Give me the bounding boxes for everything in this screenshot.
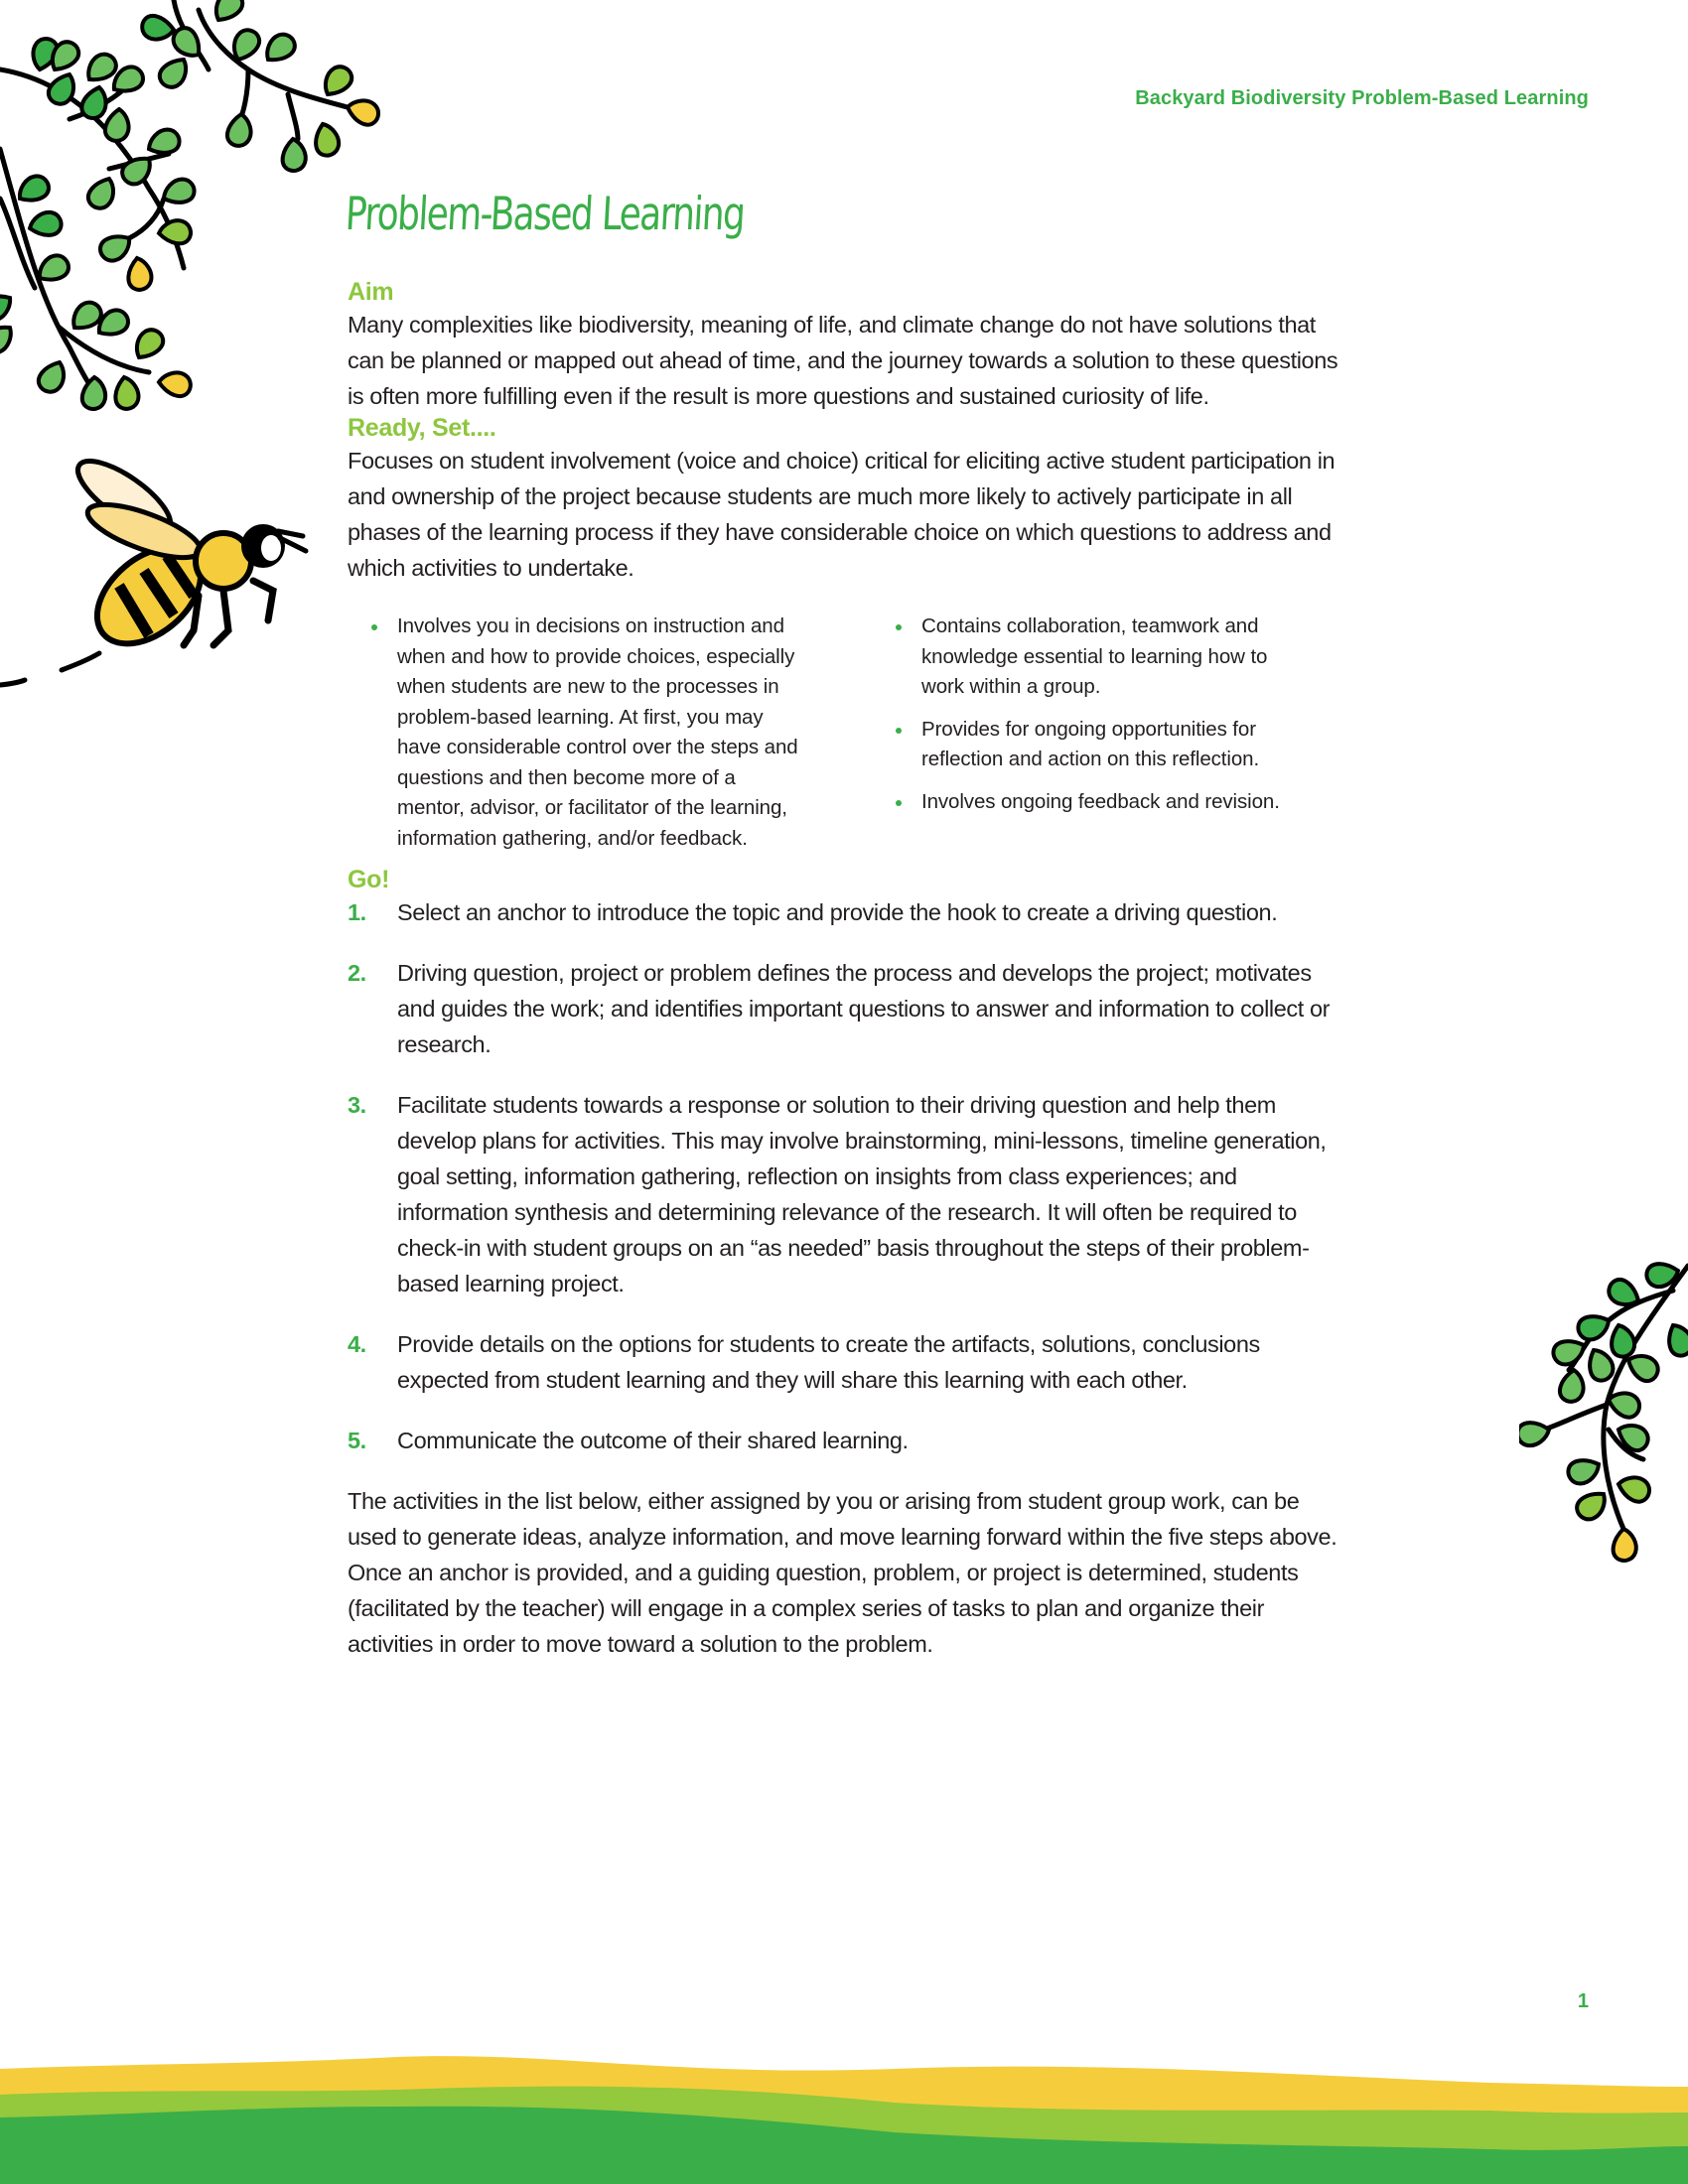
step-number: 1.	[348, 899, 366, 925]
list-item	[896, 715, 1313, 775]
bullet-list-right	[896, 612, 1313, 866]
bullet-columns	[348, 612, 1340, 866]
step-item	[348, 1326, 1340, 1398]
activities-paragraph: The activities in the list below, either assigned by you or arising from student group work, can be used to generate ideas, analyze information, and move learning forward within the five steps above.	[348, 1488, 1337, 1550]
step-item	[348, 894, 1340, 930]
steps-list	[348, 894, 1340, 1458]
step-number: 3.	[348, 1092, 366, 1118]
section-heading-ready-set: Ready, Set....	[348, 414, 496, 442]
list-item	[896, 787, 1313, 818]
step-text: Driving question, project or problem defines the process and develops the project; motivates and guides the work; and identifies important questions to answer and information to collect or research.	[397, 960, 1331, 1057]
list-item	[371, 612, 798, 854]
main-content	[348, 278, 1340, 1662]
step-number: 2.	[348, 960, 366, 986]
ready-set-body: Focuses on student involvement (voice and choice) critical for eliciting active student participation in and ownership of the project because students are much more likely to actively participate in all phases of the learning process if they have considerable choice on which questions to address and which activities to undertake.	[348, 448, 1336, 581]
step-text: Facilitate students towards a response or solution to their driving question and help them develop plans for activities. This may involve brainstorming, mini-lessons, timeline generation, goal setting, information gathering, reflection on insights from class experiences; and information synthesis and determining relevance of the research. It will often be required to check-in with student groups on an “as needed” basis throughout the steps of their problem-based learning project.	[397, 1092, 1327, 1297]
bullet-list-left	[371, 612, 798, 866]
footer-grass-waves	[0, 2005, 1688, 2184]
running-header: Backyard Biodiversity Problem-Based Learning	[1135, 87, 1589, 109]
bullet-icon	[896, 728, 902, 734]
bullet-text: Provides for ongoing opportunities for reflection and action on this reflection.	[921, 717, 1260, 770]
step-text: Select an anchor to introduce the topic and provide the hook to create a driving question.	[397, 899, 1278, 925]
list-item	[896, 612, 1313, 703]
step-item	[348, 1087, 1340, 1301]
bullet-text: Involves you in decisions on instruction and when and how to provide choices, especially when students are new to the processes in problem-based learning. At first, you may have considerable control over the steps and questions and then become more of a mentor, advisor, or facilitator of the learning, information gathering, and/or feedback.	[397, 614, 798, 850]
step-text: Communicate the outcome of their shared learning.	[397, 1428, 909, 1453]
bullet-text: Involves ongoing feedback and revision.	[921, 789, 1280, 813]
bullet-icon	[371, 624, 377, 630]
step-number: 5.	[348, 1428, 366, 1453]
anchor-paragraph: Once an anchor is provided, and a guiding question, problem, or project is determined, students (facilitated by the teacher) will engage in a complex series of tasks to plan and organize their activities in order to move toward a solution to the problem.	[348, 1560, 1299, 1657]
vine-leaves-icon	[0, 0, 397, 437]
step-text: Provide details on the options for students to create the artifacts, solutions, conclusions expected from student learning and they will share this learning with each other.	[397, 1331, 1260, 1393]
page-title: Problem-Based Learning	[344, 187, 746, 240]
step-number: 4.	[348, 1331, 366, 1357]
section-heading-aim: Aim	[348, 278, 394, 306]
bullet-text: Contains collaboration, teamwork and knowledge essential to learning how to work within a group.	[921, 614, 1268, 698]
step-item	[348, 955, 1340, 1062]
vine-leaves-icon	[1519, 1231, 1688, 1569]
bee-icon	[0, 457, 318, 695]
aim-body: Many complexities like biodiversity, meaning of life, and climate change do not have solutions that can be planned or mapped out ahead of time, and the journey towards a solution to these questions is often more fulfilling even if the result is more questions and sustained curiosity of life.	[348, 312, 1338, 409]
page-number: 1	[1577, 1990, 1589, 2012]
bullet-icon	[896, 800, 902, 806]
bullet-icon	[896, 624, 902, 630]
step-item	[348, 1423, 1340, 1458]
section-heading-go: Go!	[348, 866, 390, 893]
